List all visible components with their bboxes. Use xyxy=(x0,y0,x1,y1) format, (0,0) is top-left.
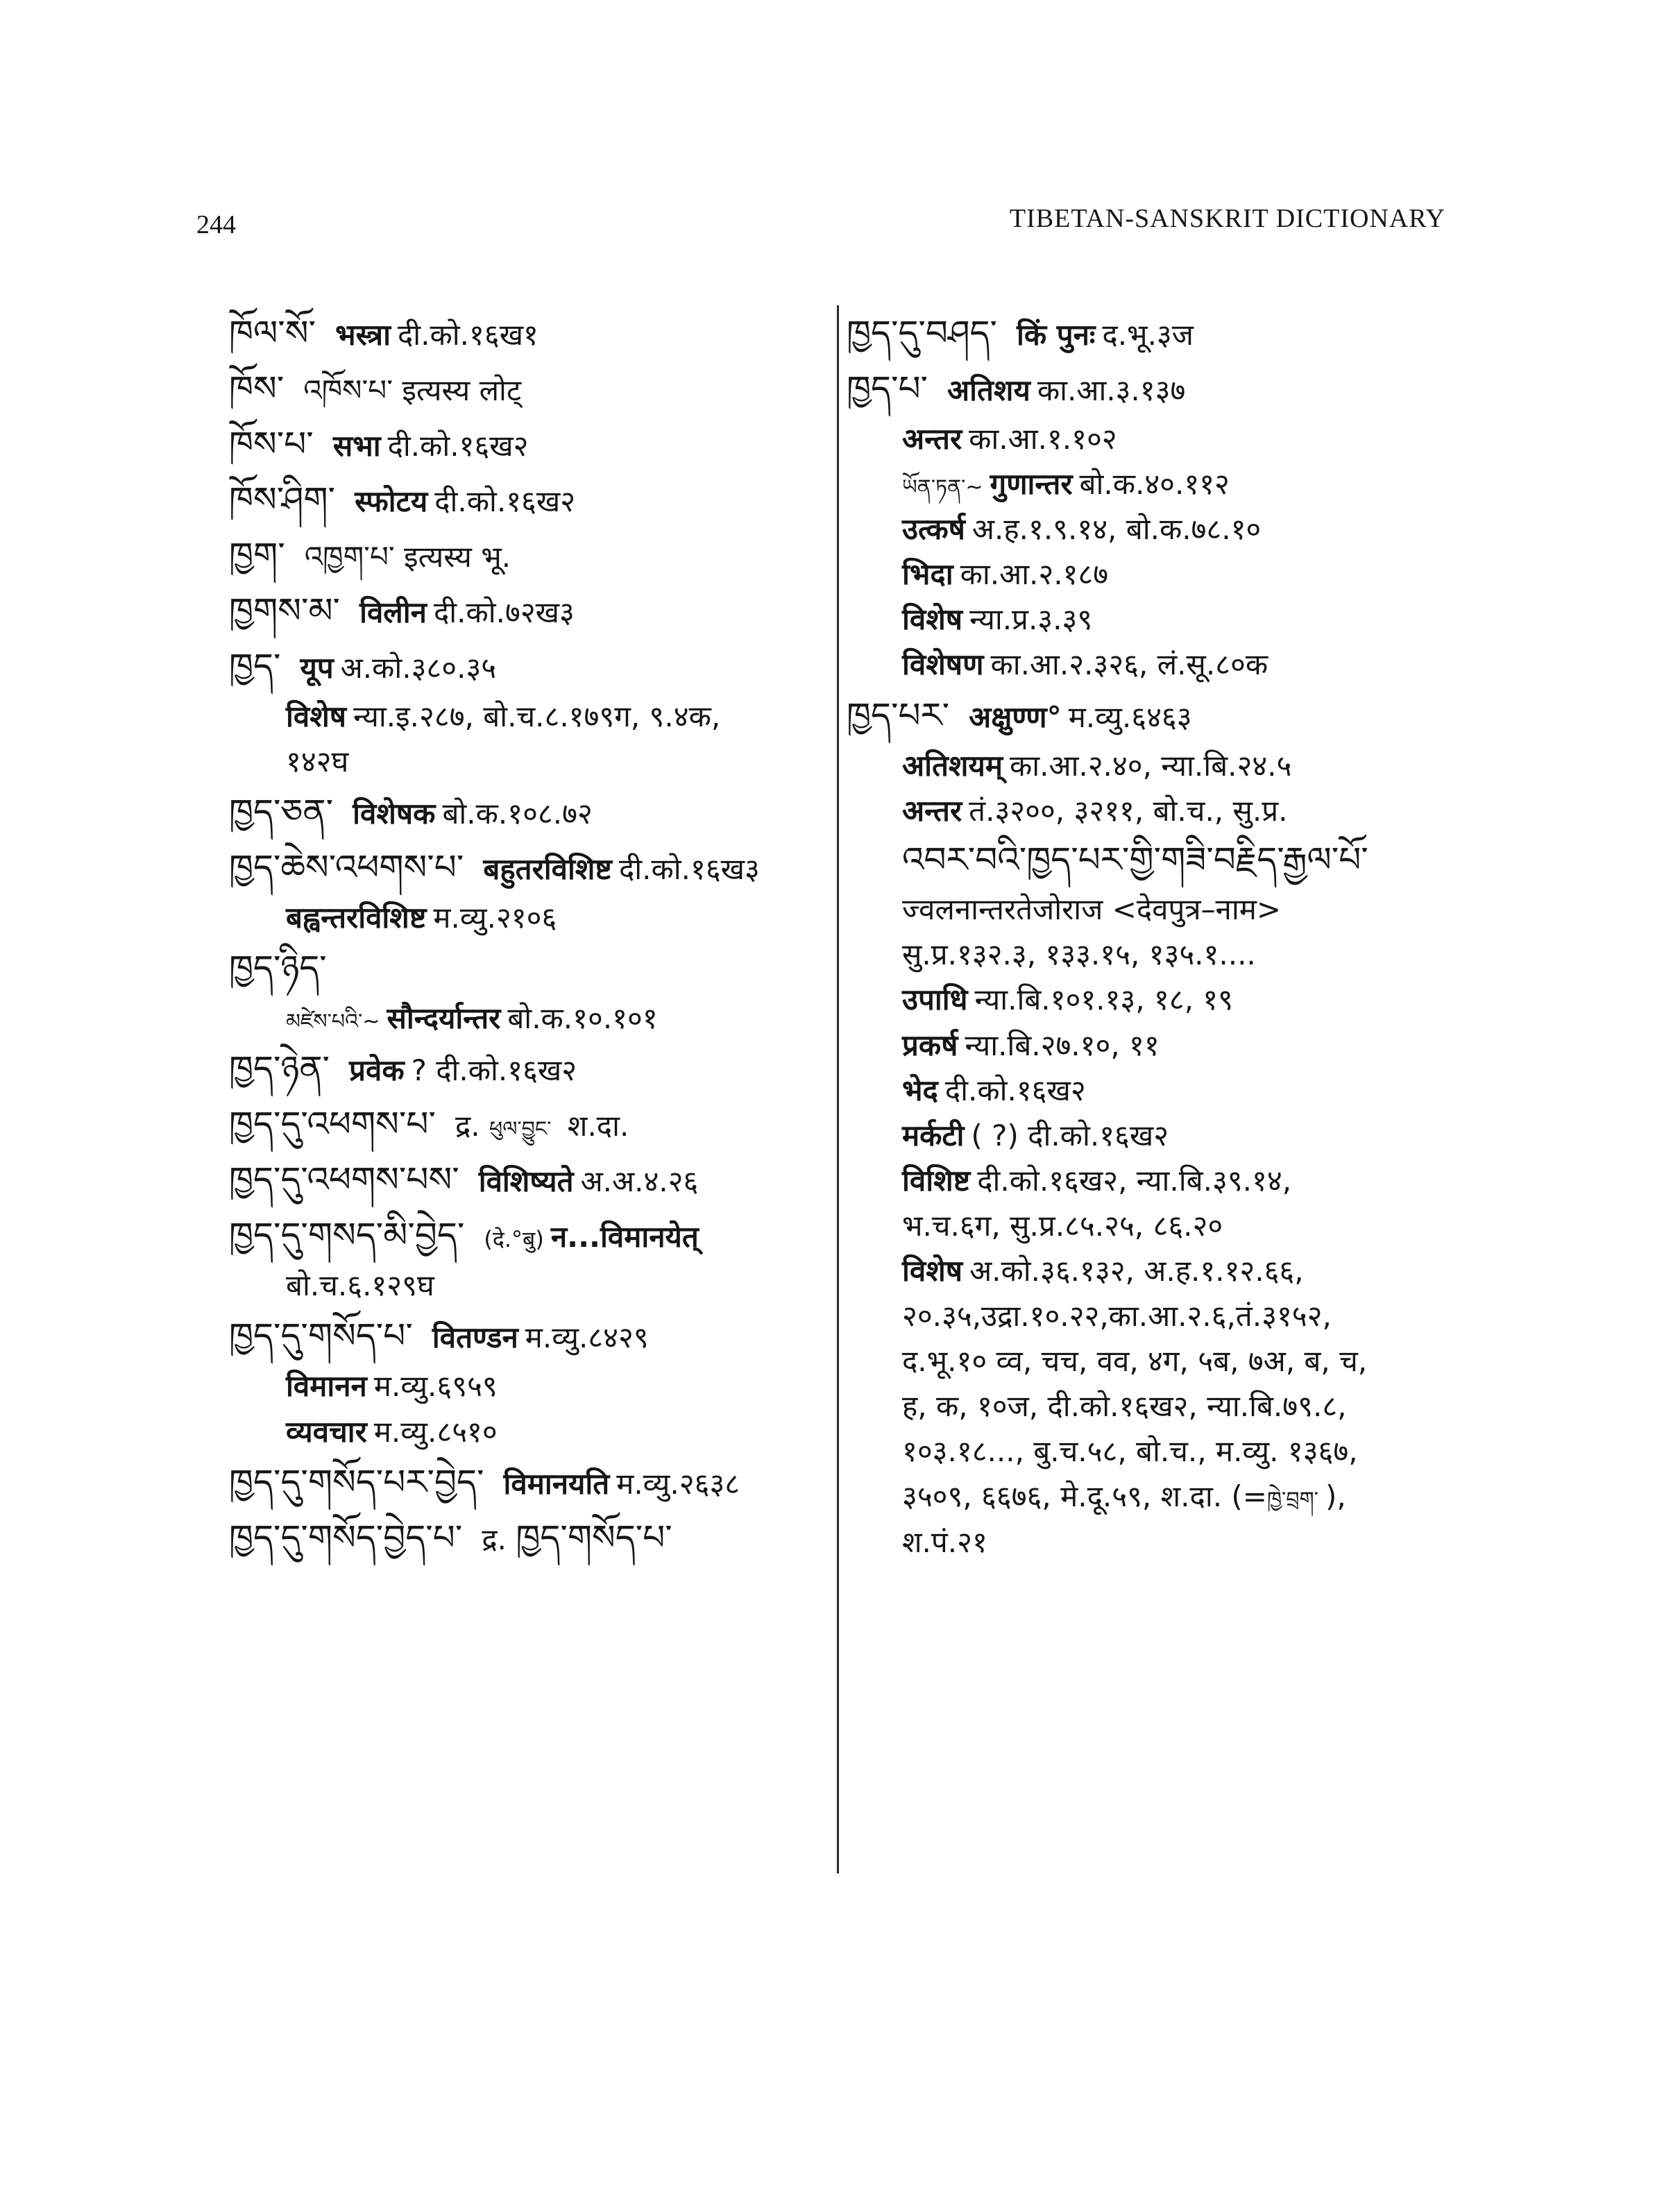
cross-reference: द्र. xyxy=(455,1109,489,1143)
sanskrit-equivalent: अन्तर xyxy=(902,422,962,456)
tibetan-cross-reference: ཕུལ་བྱུང་ xyxy=(489,1117,552,1142)
sub-entry xyxy=(902,977,1492,1022)
sanskrit-equivalent: प्रकर्ष xyxy=(902,1028,958,1062)
dictionary-entry xyxy=(229,1207,833,1263)
sanskrit-equivalent: बह्वन्तरविशिष्ट xyxy=(286,901,427,935)
source-reference: न्या.प्र.३.३९ xyxy=(969,602,1093,637)
sanskrit-equivalent: सभा xyxy=(332,429,381,463)
sub-entry xyxy=(902,552,1492,597)
tibetan-headword: ཁྱད་ xyxy=(229,646,281,686)
source-reference: का.आ.३.१३७ xyxy=(1037,373,1186,407)
sanskrit-equivalent: उत्कर्ष xyxy=(902,512,965,547)
sanskrit-equivalent: विशिष्ट xyxy=(902,1163,971,1198)
dictionary-entry xyxy=(229,1510,833,1565)
tibetan-headword: ཁོས་ཤིག་ xyxy=(229,479,336,520)
sanskrit-equivalent: सौन्दर्यान्तर xyxy=(387,1001,501,1036)
dictionary-entry xyxy=(229,940,833,996)
source-reference: म.व्यु.६४६३ xyxy=(1068,699,1192,734)
page-number: 244 xyxy=(196,210,236,239)
source-reference-cont: २०.३५,उद्रा.१०.२२,का.आ.२.६,तं.३१५२, xyxy=(902,1299,1332,1334)
source-reference: अ.ह.१.९.१४, बो.क.७८.१० xyxy=(971,512,1262,547)
sub-entry xyxy=(902,416,1492,461)
tibetan-headword: ཁྱད་པར་ xyxy=(847,695,950,735)
source-reference: का.आ.२.४०, न्या.बि.२४.५ xyxy=(1009,748,1292,783)
source-reference: श.दा. xyxy=(558,1109,629,1143)
source-reference: का.आ.१.१०२ xyxy=(969,422,1117,456)
sub-entry xyxy=(902,507,1492,552)
running-head: TIBETAN-SANSKRIT DICTIONARY xyxy=(1009,204,1445,233)
dictionary-entry xyxy=(229,638,833,694)
sub-entry xyxy=(902,743,1492,788)
source-reference: अ.अ.४.२६ xyxy=(580,1164,699,1199)
source-reference-cont: भ.च.६ग, सु.प्र.८५.२५, ८६.२० xyxy=(902,1208,1223,1243)
source-reference: बो.च.६.१२९घ xyxy=(286,1268,434,1303)
sanskrit-equivalent: गुणान्तर xyxy=(990,467,1073,502)
source-reference: का.आ.२.३२६, लं.सू.८०क xyxy=(990,647,1269,682)
sanskrit-equivalent: अतिशयम् xyxy=(902,748,1003,783)
sanskrit-equivalent: व्यवचार xyxy=(286,1414,367,1449)
sanskrit-equivalent: भिदा xyxy=(902,557,953,592)
tibetan-headword: ཁོལ་སོ་ xyxy=(229,313,316,353)
sub-entry xyxy=(902,1158,1492,1248)
punctuation: ), xyxy=(1325,1479,1346,1514)
sanskrit-equivalent: विशिष्यते xyxy=(478,1164,574,1199)
left-column xyxy=(229,305,833,1565)
source-reference: बो.क.४०.११२ xyxy=(1079,467,1230,502)
dictionary-entry xyxy=(847,305,1492,361)
sanskrit-equivalent: विशेषण xyxy=(902,647,984,682)
tibetan-headword: ཁྱད་དུ་གསད་མི་བྱེད་ xyxy=(229,1215,465,1256)
source-reference-cont: ह, क, १०ज, दी.को.१६ख२, न्या.बि.७९.८, xyxy=(902,1389,1347,1424)
dictionary-entry xyxy=(229,305,833,361)
sub-entry xyxy=(902,1248,1492,1565)
gloss-line: ज्वलनान्तरतेजोराज <देवपुत्र–नाम> xyxy=(902,892,1282,927)
source-reference: म.व्यु.६९५९ xyxy=(373,1369,498,1404)
dictionary-entry xyxy=(847,361,1492,416)
source-reference: अ.को.३६.१३२, अ.ह.१.१२.६६, xyxy=(969,1254,1304,1288)
sanskrit-equivalent: मर्कटी xyxy=(902,1118,965,1152)
dictionary-entry xyxy=(229,1096,833,1152)
sanskrit-equivalent: यूप xyxy=(300,651,334,685)
source-reference: म.व्यु.८५१० xyxy=(373,1414,498,1449)
source-reference: दी.को.१६ख२ xyxy=(434,484,576,518)
dictionary-entry xyxy=(229,361,833,416)
tibetan-headword: ཁྱད་དུ་འཕགས་པས་ xyxy=(229,1159,459,1200)
sub-entry xyxy=(902,1113,1492,1158)
sanskrit-equivalent: विलीन xyxy=(359,595,427,629)
source-reference: तं.३२००, ३२११, बो.च., सु.प्र. xyxy=(969,793,1288,828)
tibetan-compound: འབར་བའི་ཁྱད་པར་གྱི་གཟི་བརྗིད་རྒྱལ་པོ་ xyxy=(902,839,1368,880)
source-reference: दी.को.१६ख२, न्या.बि.३९.१४, xyxy=(977,1163,1292,1198)
source-reference: ? दी.को.१६ख२ xyxy=(411,1053,577,1088)
dictionary-entry xyxy=(229,416,833,472)
tibetan-headword: ཁྱགས་མ་ xyxy=(229,590,341,631)
source-reference: म.व्यु.२१०६ xyxy=(433,901,557,935)
tibetan-headword: ཁྱད་ཅན་ xyxy=(229,792,334,833)
sub-entry xyxy=(902,642,1492,687)
dictionary-entry xyxy=(229,1454,833,1510)
sanskrit-equivalent: अन्तर xyxy=(902,793,962,828)
sub-entry xyxy=(286,895,833,940)
sub-entry xyxy=(902,1023,1492,1068)
sanskrit-equivalent: न...विमानयेत् xyxy=(550,1220,699,1254)
grammar-note: འཁྱག་པ་ इत्यस्य भू. xyxy=(304,540,511,574)
sub-entry xyxy=(286,1363,833,1409)
tibetan-headword: ཁོས་ xyxy=(229,368,285,409)
sub-entry xyxy=(902,788,1492,833)
sanskrit-equivalent: विशेष xyxy=(902,602,963,637)
source-reference: ( ?) दी.को.१६ख२ xyxy=(971,1118,1169,1152)
sub-entry xyxy=(286,694,833,784)
source-reference: द.भू.३ज xyxy=(1102,318,1194,352)
column-divider xyxy=(837,305,839,1873)
tibetan-compound: ཡོན་ཏན་~ xyxy=(902,475,983,500)
grammar-note: (दे.°बु) xyxy=(484,1226,544,1253)
tibetan-headword: ཁྱད་དུ་གསོད་པ་ xyxy=(229,1316,413,1356)
sanskrit-equivalent: विमानन xyxy=(286,1369,367,1404)
dictionary-entry xyxy=(229,527,833,583)
sanskrit-equivalent: विशेष xyxy=(286,699,347,733)
right-column xyxy=(847,305,1492,1565)
dictionary-entry xyxy=(229,1041,833,1096)
source-reference-cont: द.भू.१० व्व, चच, वव, ४ग, ५ब, ७अ, ब, च, xyxy=(902,1344,1368,1379)
source-reference-cont: १४२घ xyxy=(286,745,349,779)
tibetan-gloss: ཁྱེ་བྲག་ xyxy=(1267,1488,1318,1513)
sanskrit-equivalent: विशेष xyxy=(902,1254,963,1288)
sanskrit-equivalent: विशेषक xyxy=(353,797,436,831)
source-reference: का.आ.२.१८७ xyxy=(960,557,1109,592)
sub-entry xyxy=(902,1068,1492,1113)
source-reference: न्या.बि.२७.१०, ११ xyxy=(965,1028,1160,1062)
source-reference: दी.को.७२ख३ xyxy=(433,595,575,629)
dictionary-entry xyxy=(229,1152,833,1207)
sanskrit-equivalent: भस्त्रा xyxy=(335,318,391,352)
source-reference-cont: ३५०९, ६६७६, मे.दू.५९, श.दा. (= xyxy=(902,1479,1267,1514)
source-reference-cont: श.पं.२१ xyxy=(902,1524,987,1559)
sanskrit-equivalent: भेद xyxy=(902,1073,938,1107)
source-reference: सु.प्र.१३२.३, १३३.१५, १३५.१.... xyxy=(902,937,1256,972)
tibetan-headword: ཁྱད་དུ་གསོད་བྱེད་པ་ xyxy=(229,1517,463,1558)
dictionary-entry xyxy=(229,1308,833,1363)
source-reference: दी.को.१६ख१ xyxy=(398,318,538,352)
dictionary-entry xyxy=(229,472,833,527)
dictionary-entry xyxy=(229,583,833,638)
tibetan-headword: ཁྱད་ཉེན་ xyxy=(229,1048,330,1089)
source-reference: बो.क.१०८.७२ xyxy=(442,797,593,831)
source-reference: अ.को.३८०.३५ xyxy=(340,651,497,685)
source-reference: बो.क.१०.१०१ xyxy=(507,1001,658,1036)
tibetan-headword: ཁྱད་ཆེས་འཕགས་པ་ xyxy=(229,847,464,888)
sub-entry xyxy=(902,833,1492,978)
source-reference: न्या.इ.२८७, बो.च.८.१७९ग, ९.४क, xyxy=(353,699,721,733)
source-reference: म.व्यु.२६३८ xyxy=(616,1466,740,1501)
sanskrit-equivalent: वितण्डन xyxy=(432,1320,518,1355)
sanskrit-equivalent: अतिशय xyxy=(947,373,1030,407)
source-reference: दी.को.१६ख३ xyxy=(618,852,760,887)
tibetan-headword: ཁྱད་ཉིད་ xyxy=(229,948,327,989)
sanskrit-equivalent: बहुतरविशिष्ट xyxy=(483,852,612,887)
source-reference: दी.को.१६ख२ xyxy=(387,429,529,463)
source-reference: दी.को.१६ख२ xyxy=(944,1073,1086,1107)
dictionary-entry xyxy=(847,688,1492,743)
sanskrit-equivalent: स्फोटय xyxy=(355,484,428,518)
tibetan-headword: ཁྱད་དུ་བཤད་ xyxy=(847,313,997,353)
grammar-note: འཁོས་པ་ इत्यस्य लोट् xyxy=(303,373,522,407)
sanskrit-equivalent: उपाधि xyxy=(902,982,968,1017)
tibetan-cross-reference: ཁྱད་གསོད་པ་ xyxy=(516,1517,672,1558)
tibetan-headword: ཁྱད་པ་ xyxy=(847,368,928,409)
sub-entry xyxy=(286,996,833,1041)
sanskrit-equivalent: अक्षुण्ण° xyxy=(969,699,1062,734)
sanskrit-equivalent: विमानयति xyxy=(503,1466,610,1501)
source-reference: म.व्यु.८४२९ xyxy=(525,1320,649,1355)
tibetan-headword: ཁྱད་དུ་འཕགས་པ་ xyxy=(229,1104,436,1145)
tibetan-headword: ཁྱག་ xyxy=(229,535,285,575)
sanskrit-equivalent: प्रवेक xyxy=(349,1053,405,1088)
source-reference: न्या.बि.१०१.१३, १८, १९ xyxy=(974,982,1233,1017)
source-reference-cont: १०३.१८..., बु.च.५८, बो.च., म.व्यु. १३६७, xyxy=(902,1434,1358,1469)
sub-entry xyxy=(286,1409,833,1454)
sub-entry xyxy=(902,461,1492,507)
sub-entry xyxy=(286,1263,833,1308)
tibetan-headword: ཁོས་པ་ xyxy=(229,424,314,464)
tibetan-headword: ཁྱད་དུ་གསོད་པར་བྱེད་ xyxy=(229,1461,484,1502)
cross-reference: द्र. xyxy=(482,1522,516,1556)
sub-entry xyxy=(902,597,1492,642)
tibetan-compound: མཛེས་པའི་~ xyxy=(286,1010,380,1035)
dictionary-entry xyxy=(229,784,833,840)
sanskrit-equivalent: किं पुनः xyxy=(1017,318,1096,352)
dictionary-entry xyxy=(229,840,833,895)
